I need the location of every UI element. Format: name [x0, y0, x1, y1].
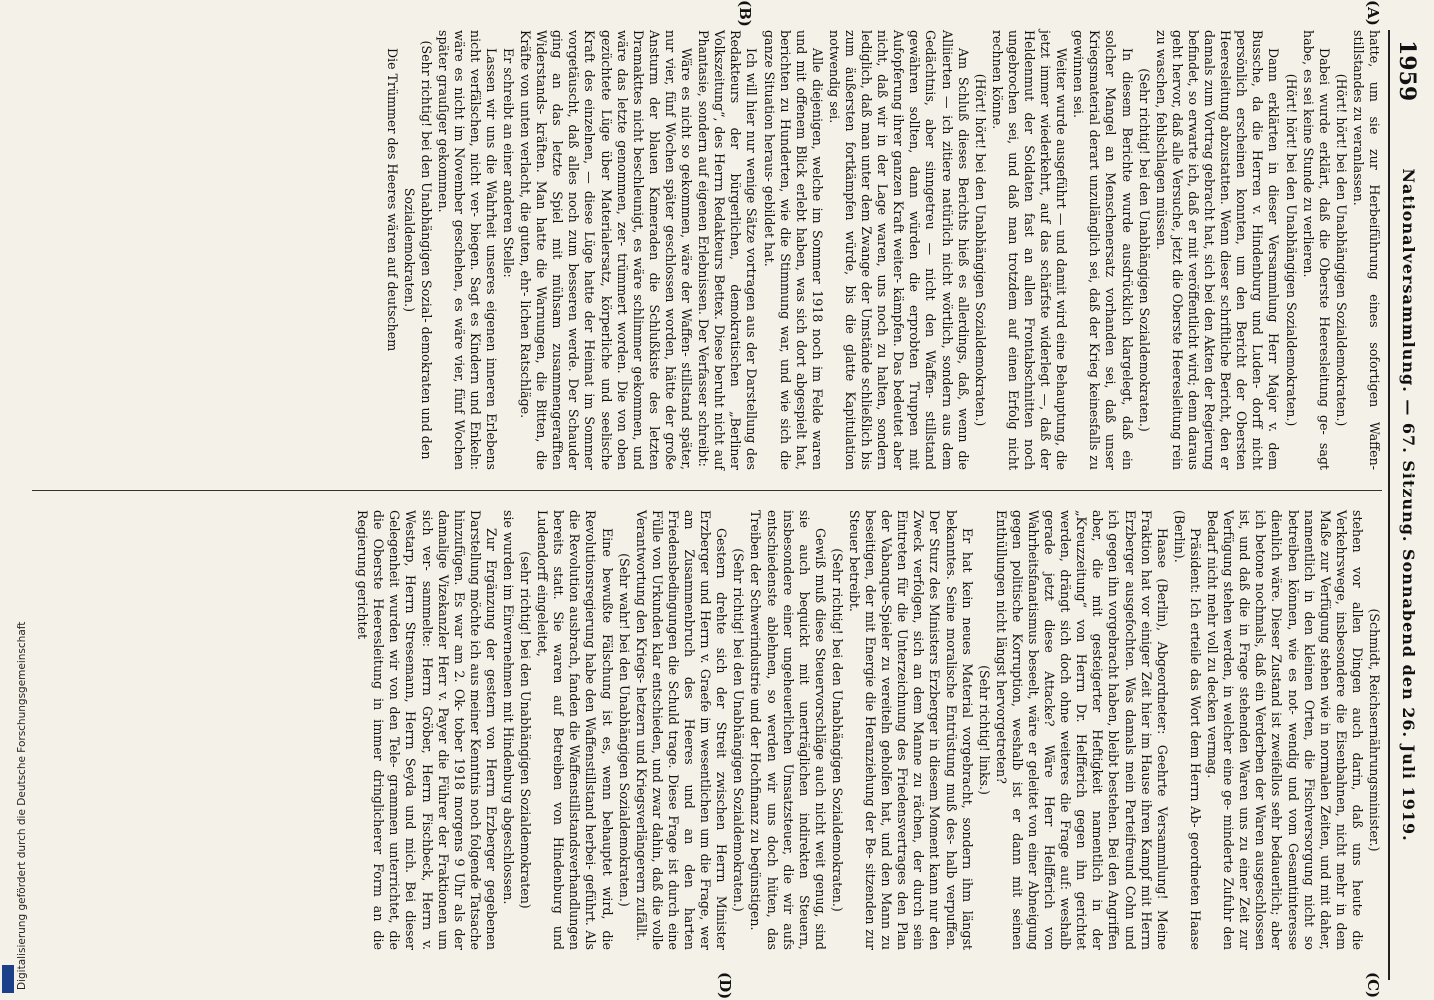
paragraph: Die Trümmer des Heeres wären auf deutschem: [385, 48, 401, 352]
paragraph: hatte, um sie zur Herbeiführung eines sofortigen Waffen- stillstandes zu veranlassen.: [1350, 30, 1382, 470]
interjection: (Sehr wahr! bei den Unabhängigen Sozialdemokraten.): [616, 553, 632, 907]
dfg-logo-icon: [2, 965, 14, 993]
right-column: [353, 510, 1382, 950]
column-separator: [32, 490, 1382, 491]
page-number: 1959: [1394, 40, 1420, 102]
interjection: (Sehr richtig! bei den Unabhängigen Sozialdemokraten.): [1136, 68, 1152, 432]
paragraph: Er hat kein neues Material vorgebracht, sondern ihm längst bekanntes. Seine moralische Entrüstung muß des- halb verpuffen. Der Sturz des Ministers Erzberger in diesem Moment kann nur den Zweck verfolgen, sich an dem Manne zu rächen, der durch sein Eintreten für die Unterzeichnung des Friedensvertrages den Plan der Vabanque-Spieler zu vereiteln geholfen hat, und den Mann zu beseitigen, der mit Energie die Heranziehung der Be- sitzenden zur Steuer betreibt.: [847, 510, 975, 950]
interjection: (Hört! hört! bei den Unabhängigen Sozialdemokraten.): [1283, 73, 1299, 427]
left-column: [383, 30, 1382, 470]
paragraph: Weiter wurde ausgeführt — und damit wird eine Behauptung, die jetzt immer wiederkehrt, auf das schärfste widerlegt —, daß der Heldenmut der Soldaten fast an allen Frontabschnitten noch ungebrochen sei, und daß man trotzdem auf einen Erfolg nicht rechnen könne.: [989, 30, 1070, 470]
paragraph: Dann erklärten in dieser Versammlung Herr Major v. dem Bussche, da die Herren v. Hindenburg und Luden- dorff nicht persönlich erscheinen konnten, um den Bericht der Obersten Heeresleitung abzustatten. Wenn dieser schriftliche Bericht, den er damals zum Vortrag gebracht hat, sich bei den Akten der Regierung befindet, so erwarte ich, daß er mit veröffentlicht wird; denn daraus geht hervor, daß alle Versuche, jetzt die Oberste Heeresleitung rein zu waschen, fehlschlagen müssen.: [1153, 30, 1282, 470]
page-title: Nationalversammlung. — 67. Sitzung. Sonnabend den 26. Juli 1919.: [1399, 168, 1418, 842]
interjection: (Sehr richtig! bei den Unabhängigen Sozial- demokraten und den Sozialdemokraten.): [402, 40, 434, 460]
quotation: Lassen wir uns die Wahrheit unseres eigenen inneren Erlebens nicht verfälschen, nicht ver- biegen. Sagt es Kindern und Enkeln: wäre es nicht im November geschehen, es wäre vier, fünf Wochen später grauſiger gekommen.: [435, 30, 499, 470]
paragraph: Gewiß muß diese Steuervorschläge auch nicht weit genug, sind sie auch bequickt mit unerträglichen indirekten Steuern, insbesondere einer ungeheuerlichen Umsatzsteuer, die wir aufs entschiedenste ablehnen, so werden wir uns doch hüten, das Treiben der Schwerindustrie und der Hochfinanz zu begünstigen.: [748, 510, 828, 950]
paragraph: Eine bewußte Fälschung ist es, wenn behauptet wird, die Revolutionsregierung habe den Waffenstillstand herbei- geführt. Als die Revolution ausbrach, fanden die Waffenstillstandsverhandlungen bereits statt. Sie waren auf Betreiben von Hindenburg und Ludendorff eingeleitet,: [535, 510, 615, 950]
paragraph: Gestern drehte sich der Streit zwischen Herrn Minister Erzberger und Herrn v. Graefe im wesentlichen um die Frage, wer am Zusammenbruch des Heeres und an den harten Friedensbedingungen die Schuld trage. Diese Frage ist durch eine Fülle von Urkunden klar entschieden, und zwar dahin, daß die volle Verantwortung den Kriegs- hetzern und Kriegsverlängerern zufällt.: [633, 510, 730, 950]
paragraph: Dabei wurde erklärt, daß die Oberste Heeresleitung ge- sagt habe, es sei keine Stunde zu verlieren.: [1300, 30, 1332, 470]
speech-opening: Haase (Berlin), Abgeordneter: Geehrte Versammlung! Meine Fraktion hat vor einiger Zeit hier im Hause ihren Kampf mit Herrn Erzberger ausgefochten. Was damals mein Parteifreund Cohn und ich gegen ihn vorgebracht haben, bleibt bestehen. Bei den Angriffen aber, die mit gesteigerter Heftigkeit namentlich in der „Kreuzzeitung“ von Herrn Dr. Helfferich gegen ihn gerichtet werden, drängt sich doch ohne weiteres die Frage auf: weshalb gerade jetzt diese Attacke? Wäre Herr Helfferich von Wahrheitsfanatismus beseelt, wäre er geleitet von einer Abneigung gegen politische Korruption, weshalb ist er dann mit seinen Enthüllungen nicht längst hervorgetreten?: [993, 510, 1170, 950]
paragraph: Zur Ergänzung der gestern von Herrn Erzberger gegebenen Darstellung möchte ich aus meiner Kenntnis noch folgende Tatsache hinzufügen. Es war am 2. Ok- tober 1918 morgens 9 Uhr als der damalige Vizekanzler Herr v. Payer die Führer der Fraktionen um sich ver- sammelte: Herrn Gröber, Herrn Fischbeck, Herrn v. Westarp, Herrn Stresemann, Herrn Seyda und mich. Bei dieser Gelegenheit wurden wir von den Tele- grammen unterrichtet, die die Oberste Heeresleitung in immer dringlicherer Form an die Regierung gerichtet: [355, 510, 499, 950]
paragraph: In diesem Berichte wurde ausdrücklich klargelegt, daß ein solcher Mangel an Menschenersatz vorhanden sei, daß unser Kriegsmaterial derart unzulänglich sei, daß der Krieg keinesfalls zu gewinnen sei.: [1071, 30, 1135, 470]
margin-marker-c: (C): [1364, 972, 1382, 999]
paragraph: stehen vor allen Dingen auch darin, daß uns heute die Verkehrswege, insbesondere die Eisenbahnen, nicht mehr in dem Maße zur Verfügung stehen wie in normalen Zeiten, und mit daher, namentlich in den kleinen Orten, die Fischversorgung nicht so betreiben können, wie es not- wendig und vom Gesamtinteresse dienlich wäre. Dieser Zustand ist zweifellos sehr bedauerlich; aber ich betone nochmals, daß ein Verderben der Waren ausgeschlossen ist, und daß die in Frage stehenden Waren uns zu einer Zeit zur Verfügung stehen werden, in welcher eine ge- minderte Zufuhr den Bedarf nicht mehr voll zu decken vermag.: [1205, 510, 1365, 950]
paragraph: Am Schluß dieses Berichts hieß es allerdings, daß, wenn die Alliierten — ich zitiere natürlich nicht wörtlich, sondern aus dem Gedächtnis, aber sinngetreu — nicht den Waffen- stillstand gewähren sollten, dann würden die erprobten Truppen mit Aufopferung ihrer ganzen Kraft weiter- kämpfen. Das bedeutet aber nicht, daß wir in der Lage waren, uns noch zu halten, sondern lediglich, daß man unter dem Zwange der Umstände schließlich bis zum äußersten fortkämpfen würde, bis die glatte Kapitulation notwendig sei.: [826, 30, 971, 470]
paragraph: sie wurden im Einvernehmen mit Hindenburg abgeschlossen.: [501, 510, 517, 905]
paragraph: Ich will hier nur wenige Sätze vortragen aus der Darstellung des Redakteurs der bürgerlichen, demokratischen „Berliner Volkszeitung“, des Herrn Redakteurs Bettex. Diese beruht nicht auf Phantasie, sondern auf eigenen Erlebnissen. Der Verfasser schreibt:: [696, 30, 760, 470]
running-header: [1392, 40, 1422, 970]
interjection: (Sehr richtig! links.): [976, 665, 992, 795]
funding-credit: Digitalisierung gefördert durch die Deutsche Forschungsgemeinschaft: [16, 621, 28, 990]
interjection: (Sehr richtig! bei den Unabhängigen Sozialdemokraten.): [731, 548, 747, 912]
header-rule: [1388, 30, 1390, 980]
paragraph: Er schreibt an einer anderen Stelle:: [501, 48, 517, 278]
interjection: (Sehr richtig! bei den Unabhängigen Sozialdemokraten.): [829, 548, 845, 912]
quotation: Wäre es nicht so gekommen, wäre der Waffen- stillstand später, nur vier, fünf Wochen später geschlossen worden, hätte der große Ansturm der blauen Kameraden die Schlußkiste des letzten Dramakttes nicht beschleunigt, es wäre schlimmer gekommen, und wäre das letzte genommen, zer- trümmert worden. Die von oben gezüchtete Lüge über Materialersatz, körperliche und seelische Kraft des einzelnen, — diese Lüge hatte der Heimat im Sommer vorgetäuscht, daß alles noch zum besseren werde. Der Schauder ging an das letzte Spiel mit mühsam zusammengerafften Widerstands- kräften. Man hatte die Warnungen, die Bitten, die Kräfte von unten verlacht, die guten, ehr- lichen Ratschläge.: [518, 30, 695, 470]
margin-marker-d: (D): [716, 972, 734, 1000]
president-remark: Präsident: Ich erteile das Wort dem Herrn Ab- geordneten Haase (Berlin).: [1171, 510, 1203, 950]
interjection: (Hört! hört! bei den Unabhängigen Sozialdemokraten.): [972, 73, 988, 427]
interjection: (Hört! hört! bei den Unabhängigen Sozialdemokraten.): [1333, 73, 1349, 427]
speaker-continuation: (Schmidt, Reichsernährungsminister.): [1367, 608, 1382, 852]
digitization-footer: [0, 0, 28, 1000]
margin-marker-b: (B): [736, 0, 754, 27]
interjection: (sehr richtig! bei den Unabhängigen Sozialdemokraten): [518, 551, 534, 909]
paragraph: Alle diejenigen, welche im Sommer 1918 noch im Felde waren und mit offenem Blick erlebt haben, was sich dort abgespielt hat, berichten zu Hunderten, wie die Stimmung war, und wie sich die ganze Situation heraus- gebildet hat.: [761, 30, 825, 470]
margin-marker-a: (A): [1364, 0, 1382, 26]
